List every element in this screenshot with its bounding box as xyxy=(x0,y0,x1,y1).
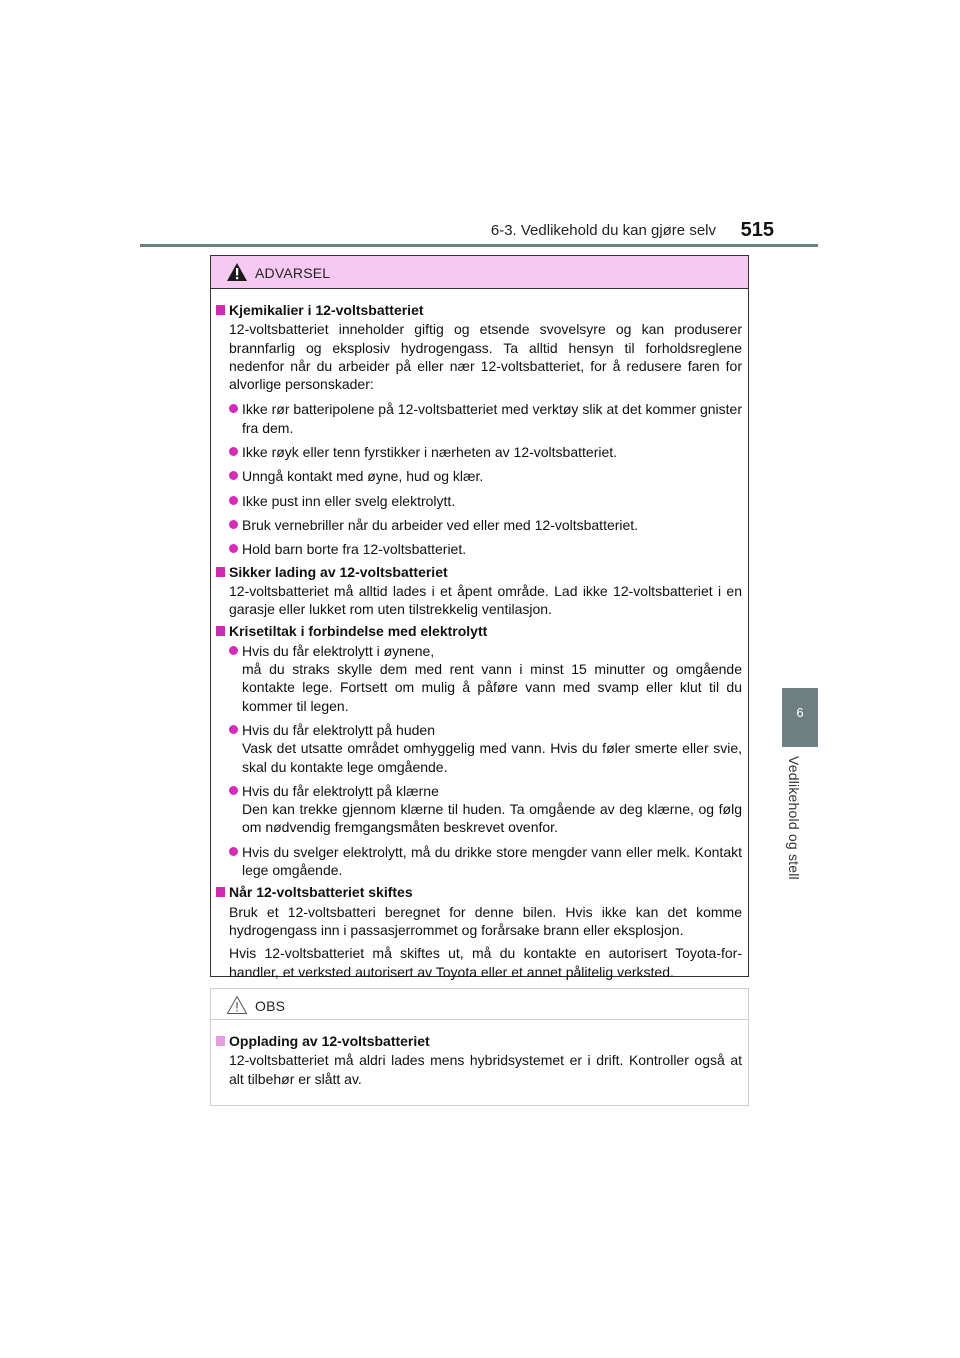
list-item-lead: Hvis du får elektrolytt i øynene, xyxy=(242,642,435,659)
section-heading-text: Opplading av 12-voltsbatteriet xyxy=(229,1033,430,1049)
bullet-dot-icon xyxy=(229,447,238,456)
bullet-dot-icon xyxy=(229,786,238,795)
list-item xyxy=(229,721,742,776)
chapter-number: 6 xyxy=(796,705,804,720)
paragraph: Bruk et 12-voltsbatteri beregnet for denne bilen. Hvis ikke kan det komme hydrogengass inn i passasjerrommet og forårsake brann eller eksplosjon. xyxy=(229,903,742,938)
notice-section xyxy=(215,1032,742,1088)
section-heading xyxy=(229,563,742,581)
warning-title: ADVARSEL xyxy=(255,265,331,281)
list-item-text: må du straks skylle dem med rent vann i minst 15 minutter og omgående kontakte lege. Fortsett om mulig å påføre vann med svamp eller klut til du kommer til legen. xyxy=(242,661,742,714)
bullet-dot-icon xyxy=(229,496,238,505)
list-item-text: Vask det utsatte området omhyggelig med vann. Hvis du føler smerte eller svie, skal du kontakte lege omgående. xyxy=(242,740,742,775)
notice-content xyxy=(211,1020,748,1088)
list-item xyxy=(229,492,742,510)
header-rule xyxy=(140,244,818,247)
section-title: 6-3. Vedlikehold du kan gjøre selv xyxy=(490,222,716,239)
list-item-text: Hold barn borte fra 12-voltsbatteriet. xyxy=(242,541,467,558)
bullet-dot-icon xyxy=(229,847,238,856)
bullet-dot-icon xyxy=(229,725,238,734)
warning-content xyxy=(211,289,748,981)
list-item xyxy=(229,400,742,437)
bullet-dot-icon xyxy=(229,544,238,553)
list-item-text: Den kan trekke gjennom klærne til huden. Ta omgående av deg klærne, og følg om nødvendig fremgangsmåten beskrevet ovenfor. xyxy=(242,801,742,836)
page-header xyxy=(140,219,818,246)
bullet-dot-icon xyxy=(229,520,238,529)
bullet-dot-icon xyxy=(229,471,238,480)
list-item-text: Ikke pust inn eller svelg elektrolytt. xyxy=(242,492,456,509)
list-item-text: Hvis du svelger elektrolytt, må du drikke store mengder vann eller melk. Kontakt lege omgående. xyxy=(242,843,742,879)
warning-header xyxy=(211,256,748,289)
chapter-tab xyxy=(782,688,818,747)
warning-section xyxy=(215,563,742,619)
paragraph: 12-voltsbatteriet må alltid lades i et åpent område. Lad ikke 12-voltsbatteriet i en garasje eller lukket rom uten tilstrekkelig ventilasjon. xyxy=(229,582,742,618)
paragraph: 12-voltsbatteriet inneholder giftig og etsende svovelsyre og kan produserer brannfarlig og eksplosiv hydrogengass. Ta alltid hensyn til forholdsreglene nedenfor når du arbeider på eller nær 12-voltsbatteriet, for å redusere faren for alvorlige personskader: xyxy=(229,321,742,393)
section-heading-text: Sikker lading av 12-voltsbatteriet xyxy=(229,563,448,580)
section-heading xyxy=(229,883,742,901)
section-heading-text: Krisetiltak i forbindelse med elektrolytt xyxy=(229,623,488,640)
warning-triangle-icon xyxy=(226,262,248,282)
list-item-text: Ikke rør batteripolene på 12-voltsbatteriet med verktøy slik at det kommer gnister fra dem. xyxy=(242,401,742,436)
notice-header xyxy=(211,989,748,1020)
page-number: 515 xyxy=(740,219,774,241)
list-item-text: Unngå kontakt med øyne, hud og klær. xyxy=(242,468,484,485)
notice-box xyxy=(210,988,749,1106)
list-item xyxy=(229,843,742,880)
bullet-dot-icon xyxy=(229,646,238,655)
square-bullet-icon xyxy=(216,887,225,897)
notice-title: OBS xyxy=(255,998,286,1014)
list-item-text: Ikke røyk eller tenn fyrstikker i nærheten av 12-voltsbatteriet. xyxy=(242,444,618,461)
square-bullet-icon xyxy=(216,305,225,315)
square-bullet-icon xyxy=(216,626,225,636)
bullet-dot-icon xyxy=(229,404,238,413)
list-item xyxy=(229,782,742,837)
list-item xyxy=(229,443,742,461)
list-item xyxy=(229,467,742,485)
paragraph: Hvis 12-voltsbatteriet må skiftes ut, må du kontakte en autorisert Toyota-for-handler, et verksted autorisert av Toyota eller et annet pålitelig verksted. xyxy=(229,945,742,980)
warning-box xyxy=(210,255,749,980)
section-heading xyxy=(229,301,742,319)
section-heading xyxy=(229,1032,742,1050)
list-item-text: Bruk vernebriller når du arbeider ved eller med 12-voltsbatteriet. xyxy=(242,516,639,533)
section-heading xyxy=(229,622,742,640)
caution-triangle-outline-icon xyxy=(226,995,248,1015)
paragraph: 12-voltsbatteriet må aldri lades mens hybridsystemet er i drift. Kontroller også at alt tilbehør er slått av. xyxy=(229,1052,742,1087)
square-bullet-icon xyxy=(216,1036,225,1046)
warning-section xyxy=(215,301,742,559)
warning-section xyxy=(215,622,742,879)
section-heading-text: Kjemikalier i 12-voltsbatteriet xyxy=(229,302,424,318)
warning-section xyxy=(215,883,742,980)
section-heading-text: Når 12-voltsbatteriet skiftes xyxy=(229,884,413,901)
square-bullet-icon xyxy=(216,567,225,577)
list-item-lead: Hvis du får elektrolytt på klærne xyxy=(242,782,439,799)
list-item-lead: Hvis du får elektrolytt på huden xyxy=(242,721,435,738)
list-item xyxy=(229,540,742,558)
list-item xyxy=(229,516,742,534)
list-item xyxy=(229,642,742,715)
chapter-label: Vedlikehold og stell xyxy=(786,756,802,880)
